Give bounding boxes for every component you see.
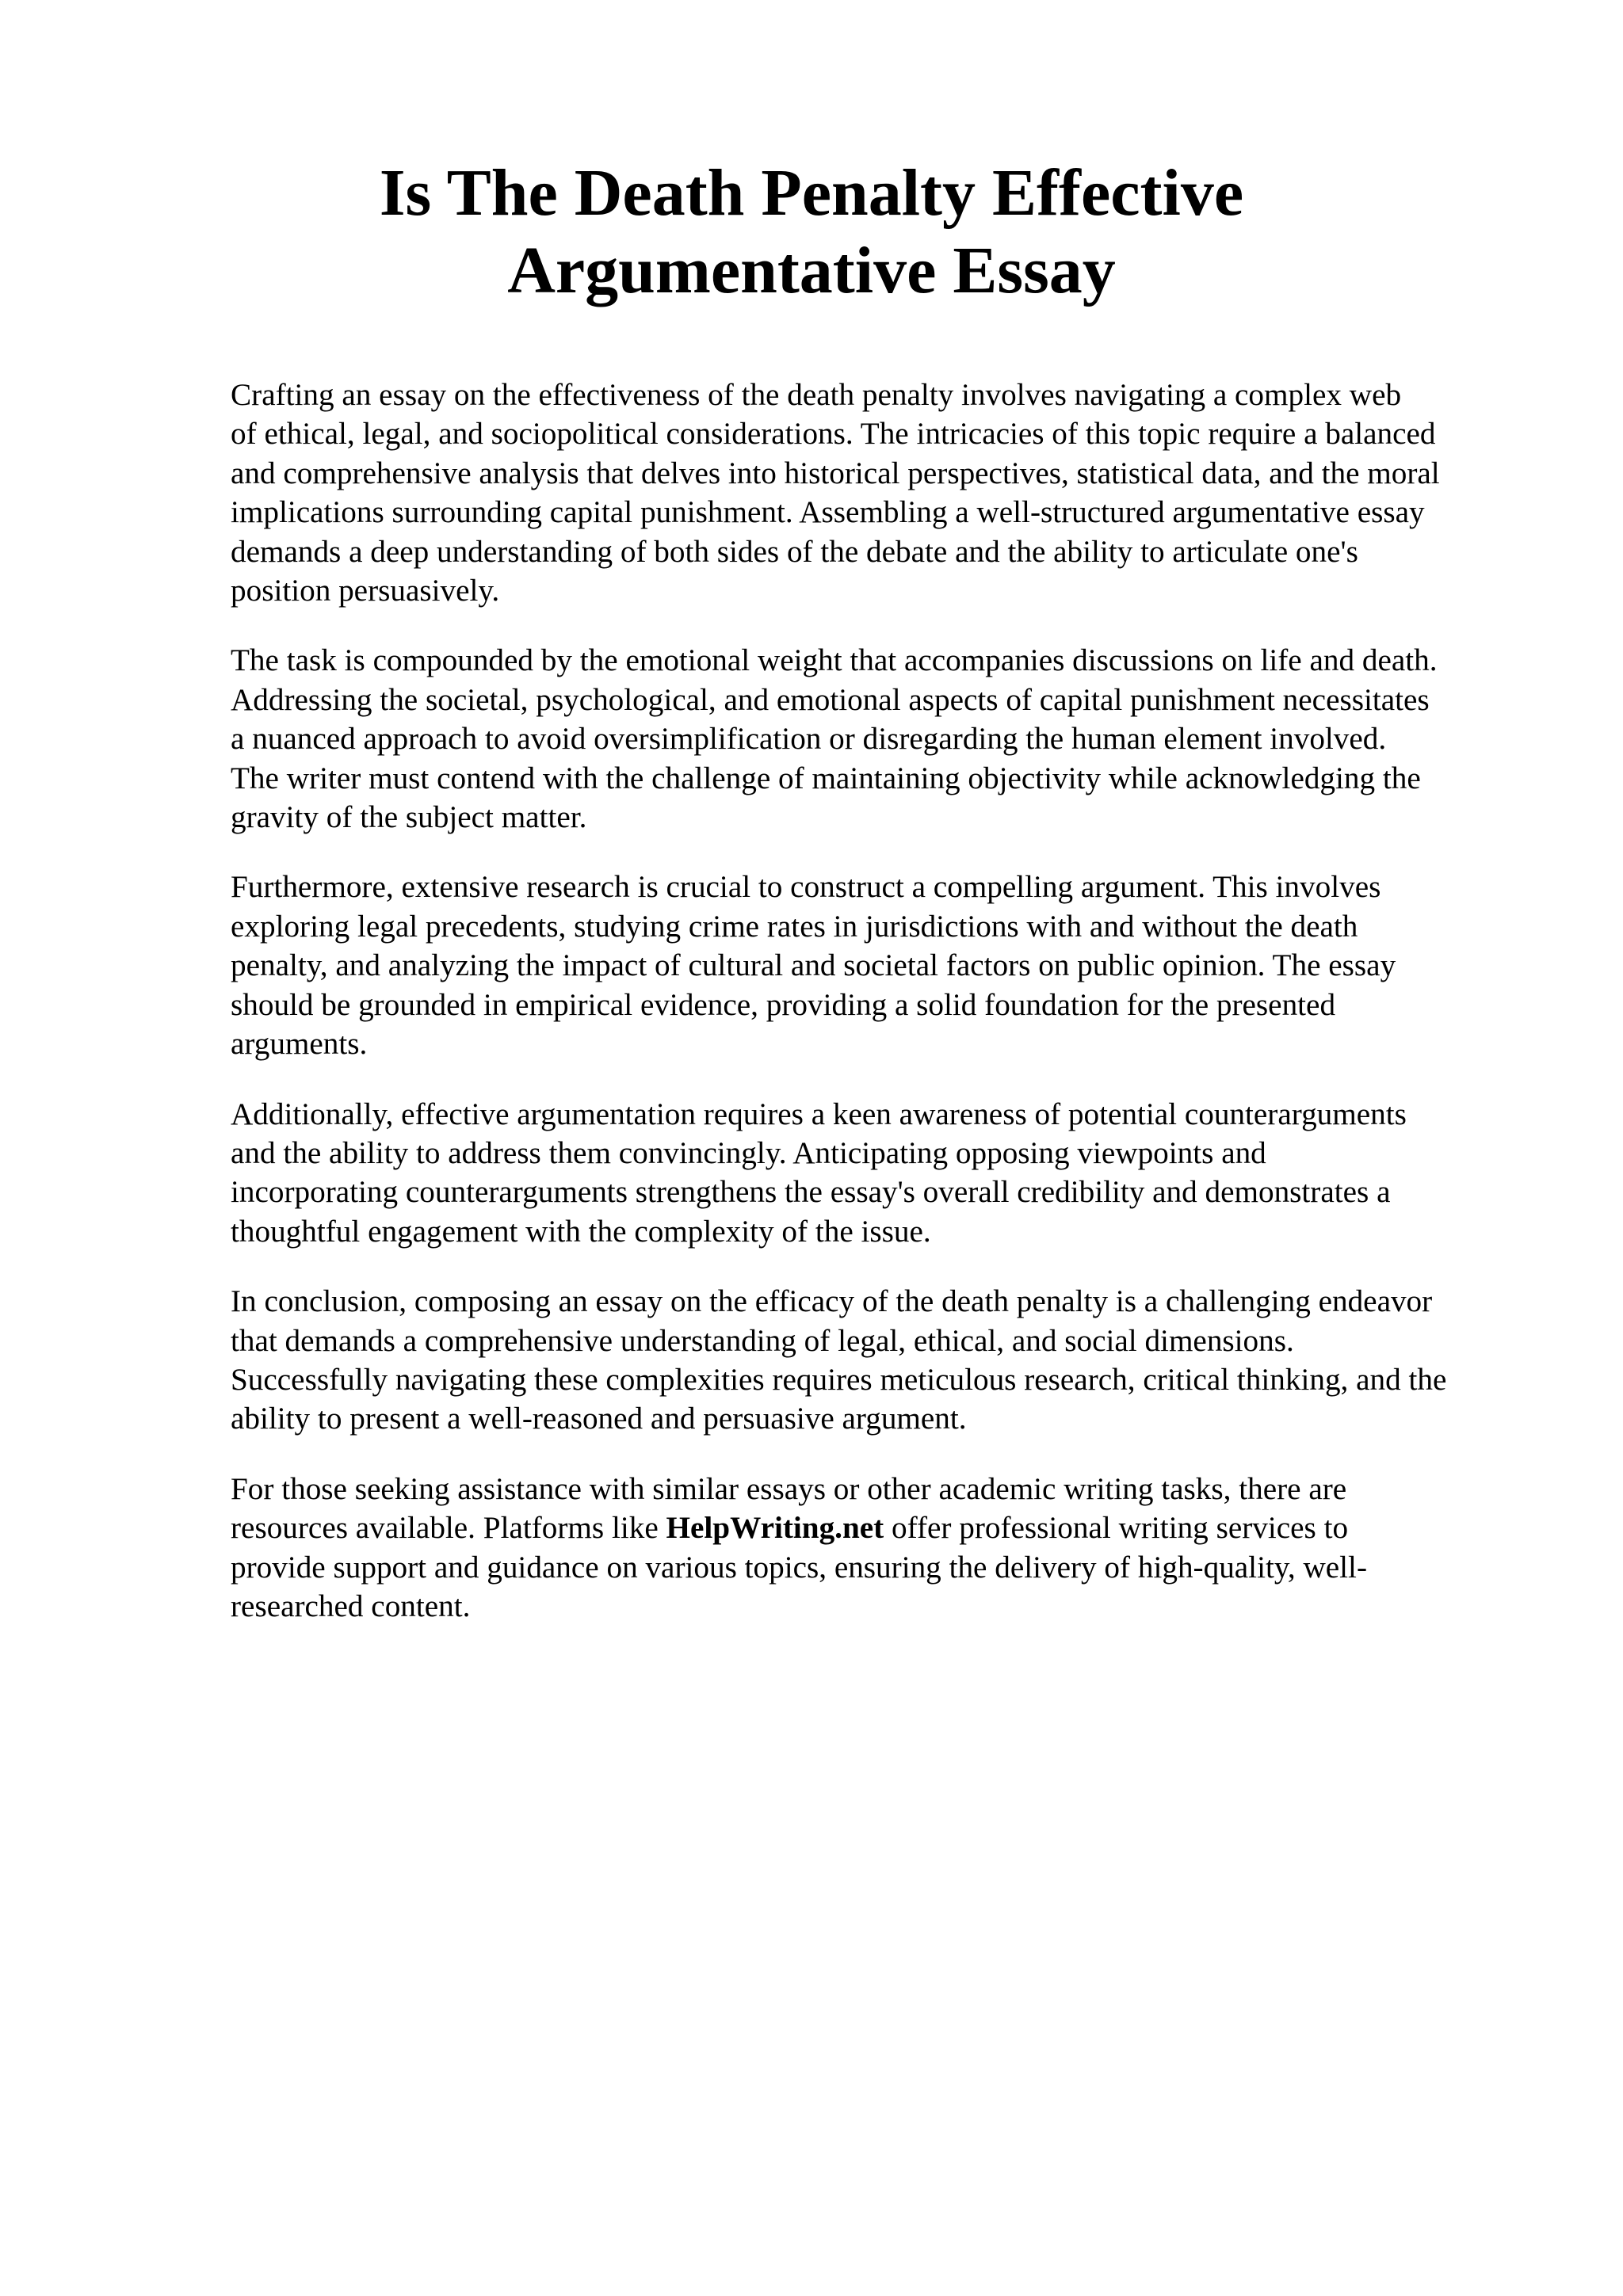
title-line-2: Argumentative Essay	[507, 234, 1116, 307]
text-line: and the ability to address them convincingly. Anticipating opposing viewpoints and	[231, 1135, 1266, 1170]
text-line: Additionally, effective argumentation requires a keen awareness of potential counterarguments	[231, 1097, 1407, 1131]
text-line: should be grounded in empirical evidence, providing a solid foundation for the presented	[231, 987, 1336, 1022]
text-line: penalty, and analyzing the impact of cultural and societal factors on public opinion. The essay	[231, 948, 1396, 983]
paragraph-3	[231, 868, 1524, 1063]
text-line: a nuanced approach to avoid oversimplification or disregarding the human element involved.	[231, 722, 1387, 757]
text-line: provide support and guidance on various topics, ensuring the delivery of high-quality, well-	[231, 1550, 1367, 1585]
paragraph-5	[231, 1282, 1524, 1439]
title-line-1: Is The Death Penalty Effective	[379, 156, 1244, 230]
text-line: of ethical, legal, and sociopolitical considerations. The intricacies of this topic require a balanced	[231, 417, 1436, 452]
text-line: demands a deep understanding of both sides of the debate and the ability to articulate one's	[231, 534, 1358, 569]
paragraph-1	[231, 376, 1524, 610]
text-line: In conclusion, composing an essay on the efficacy of the death penalty is a challenging endeavor	[231, 1284, 1433, 1319]
text-line: Furthermore, extensive research is crucial to construct a compelling argument. This involves	[231, 870, 1381, 905]
text-line: incorporating counterarguments strengthens the essay's overall credibility and demonstrates a	[231, 1175, 1391, 1210]
text-line: For those seeking assistance with similar essays or other academic writing tasks, there are	[231, 1471, 1347, 1506]
text-line: that demands a comprehensive understanding of legal, ethical, and social dimensions.	[231, 1323, 1294, 1358]
text-line: The writer must contend with the challenge of maintaining objectivity while acknowledging the	[231, 761, 1421, 795]
text-line: gravity of the subject matter.	[231, 800, 587, 835]
text-line: arguments.	[231, 1027, 368, 1062]
text-line-with-brand	[231, 1508, 1524, 1547]
brand-name: HelpWriting.net	[666, 1511, 884, 1546]
text-line: Crafting an essay on the effectiveness of the death penalty involves navigating a complex web	[231, 378, 1402, 412]
text-line: exploring legal precedents, studying crime rates in jurisdictions with and without the death	[231, 909, 1358, 944]
document-body	[231, 376, 1524, 1657]
document-title	[0, 154, 1623, 310]
text-line: The task is compounded by the emotional weight that accompanies discussions on life and death.	[231, 643, 1438, 678]
text-line: researched content.	[231, 1589, 471, 1623]
text-line: and comprehensive analysis that delves into historical perspectives, statistical data, and the moral	[231, 456, 1440, 490]
text-line: implications surrounding capital punishment. Assembling a well-structured argumentative essay	[231, 495, 1425, 530]
text-fragment: offer professional writing services to	[884, 1511, 1349, 1546]
paragraph-2	[231, 641, 1524, 837]
text-line: ability to present a well-reasoned and persuasive argument.	[231, 1402, 967, 1436]
paragraph-6	[231, 1470, 1524, 1627]
text-line: Addressing the societal, psychological, and emotional aspects of capital punishment necessitates	[231, 682, 1430, 717]
text-line: Successfully navigating these complexities requires meticulous research, critical thinking, and the	[231, 1362, 1447, 1397]
text-line: position persuasively.	[231, 574, 500, 608]
text-fragment: resources available. Platforms like	[231, 1511, 666, 1546]
text-line: thoughtful engagement with the complexity of the issue.	[231, 1214, 931, 1249]
paragraph-4	[231, 1095, 1524, 1252]
